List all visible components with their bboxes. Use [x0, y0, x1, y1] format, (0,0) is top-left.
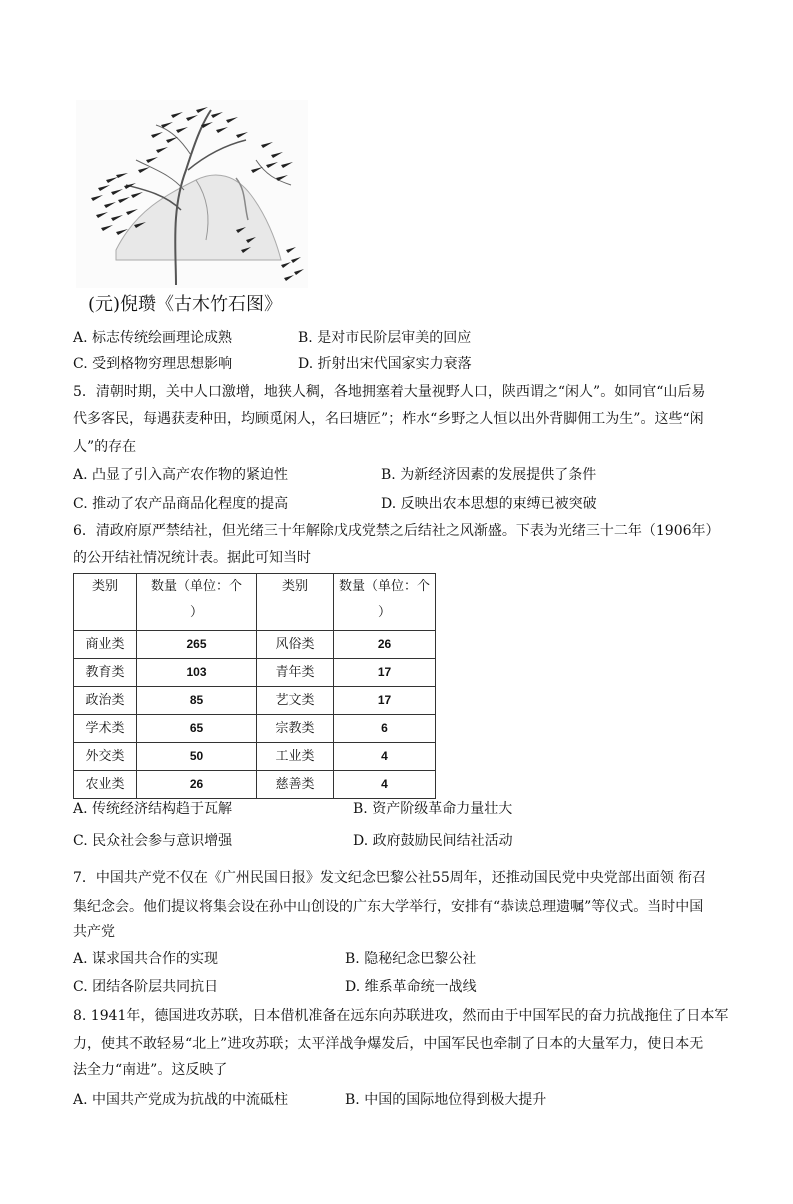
count-cell: 17 — [334, 687, 436, 715]
count-cell: 50 — [137, 743, 257, 771]
table-header-cell — [137, 574, 257, 631]
q8-option-a[interactable]: A. 中国共产党成为抗战的中流砥柱 — [73, 1092, 289, 1108]
q4-option-b[interactable]: B. 是对市民阶层审美的回应 — [298, 330, 472, 346]
q7-option-c[interactable]: C. 团结各阶层共同抗日 — [73, 979, 219, 995]
table-row — [74, 687, 436, 715]
q6-stem-line-1: 6．清政府原严禁结社，但光绪三十年解除戊戌党禁之后结社之风渐盛。下表为光绪三十二年（1906年） — [73, 523, 720, 539]
table-row — [74, 659, 436, 687]
q6-option-b[interactable]: B. 资产阶级革命力量壮大 — [353, 801, 513, 817]
table-row — [74, 743, 436, 771]
q7-option-a[interactable]: A. 谋求国共合作的实现 — [73, 951, 219, 967]
q7-option-d[interactable]: D. 维系革命统一战线 — [345, 979, 477, 995]
q4-option-d[interactable]: D. 折射出宋代国家实力衰落 — [298, 356, 472, 372]
q6-option-d[interactable]: D. 政府鼓励民间结社活动 — [353, 833, 513, 849]
count-cell: 85 — [137, 687, 257, 715]
count-cell: 26 — [334, 631, 436, 659]
header-count-label: 数量（单位：个 ） — [338, 579, 430, 620]
count-cell: 265 — [137, 631, 257, 659]
society-stats-table — [73, 573, 436, 799]
category-cell: 教育类 — [74, 659, 137, 687]
q4-option-c[interactable]: C. 受到格物穷理思想影响 — [73, 356, 233, 372]
q7-option-b[interactable]: B. 隐秘纪念巴黎公社 — [345, 951, 477, 967]
category-cell: 青年类 — [257, 659, 334, 687]
q5-option-d[interactable]: D. 反映出农本思想的束缚已被突破 — [381, 496, 597, 512]
count-cell: 4 — [334, 771, 436, 799]
q8-stem-line-1: 8. 1941年，德国进攻苏联，日本借机准备在远东向苏联进攻，然而由于中国军民的奋力抗战拖住了日本军 — [73, 1008, 729, 1024]
q8-stem-line-2: 力，使其不敢轻易“北上”进攻苏联；太平洋战争爆发后，中国军民也牵制了日本的大量军力，使日本无 — [73, 1036, 704, 1052]
q7-stem-line-3: 共产党 — [73, 924, 115, 940]
table-row — [74, 631, 436, 659]
q5-stem-line-2: 代多客民，每遇获麦种田，均顾觅闲人，名曰塘匠”；柞水“乡野之人恒以出外背脚佣工为生”。这些“闲 — [73, 411, 704, 427]
table-header-cell: 类别 — [74, 574, 137, 631]
category-cell: 宗教类 — [257, 715, 334, 743]
table-row — [74, 715, 436, 743]
q7-stem-line-1: 7．中国共产党不仅在《广州民国日报》发文纪念巴黎公社55周年，还推动国民党中央党部出面领 衔召 — [73, 870, 707, 886]
q6-stem-line-2: 的公开结社情况统计表。据此可知当时 — [73, 550, 311, 566]
category-cell: 风俗类 — [257, 631, 334, 659]
category-cell: 慈善类 — [257, 771, 334, 799]
table-header-cell: 类别 — [257, 574, 334, 631]
q4-option-a[interactable]: A. 标志传统绘画理论成熟 — [73, 330, 233, 346]
table-header-row — [74, 574, 436, 631]
category-cell: 工业类 — [257, 743, 334, 771]
count-cell: 17 — [334, 659, 436, 687]
painting-image — [76, 100, 308, 288]
q5-stem-line-3: 人”的存在 — [73, 439, 137, 455]
q7-stem-line-2: 集纪念会。他们提议将集会设在孙中山创设的广东大学举行，安排有“恭读总理遗嘱”等仪式。当时中国 — [73, 899, 704, 915]
category-cell: 农业类 — [74, 771, 137, 799]
header-count-label: 数量（单位：个 ） — [150, 579, 242, 620]
count-cell: 65 — [137, 715, 257, 743]
q5-option-b[interactable]: B. 为新经济因素的发展提供了条件 — [381, 467, 597, 483]
count-cell: 26 — [137, 771, 257, 799]
category-cell: 商业类 — [74, 631, 137, 659]
count-cell: 4 — [334, 743, 436, 771]
count-cell: 103 — [137, 659, 257, 687]
category-cell: 学术类 — [74, 715, 137, 743]
category-cell: 外交类 — [74, 743, 137, 771]
q5-option-a[interactable]: A. 凸显了引入高产农作物的紧迫性 — [73, 467, 289, 483]
category-cell: 艺文类 — [257, 687, 334, 715]
table-row — [74, 771, 436, 799]
q8-stem-line-3: 法全力“南进”。这反映了 — [73, 1062, 228, 1078]
table-header-cell — [334, 574, 436, 631]
category-cell: 政治类 — [74, 687, 137, 715]
q6-option-a[interactable]: A. 传统经济结构趋于瓦解 — [73, 801, 233, 817]
q5-option-c[interactable]: C. 推动了农产品商品化程度的提高 — [73, 496, 289, 512]
q5-stem-line-1: 5．清朝时期，关中人口激增，地狭人稠，各地拥塞着大量视野人口，陕西谓之“闲人”。如同官“山后易 — [73, 384, 706, 400]
count-cell: 6 — [334, 715, 436, 743]
q8-option-b[interactable]: B. 中国的国际地位得到极大提升 — [345, 1092, 547, 1108]
q6-option-c[interactable]: C. 民众社会参与意识增强 — [73, 833, 233, 849]
painting-caption: (元)倪瓒《古木竹石图》 — [88, 294, 283, 315]
bamboo-rock-painting — [76, 100, 308, 288]
